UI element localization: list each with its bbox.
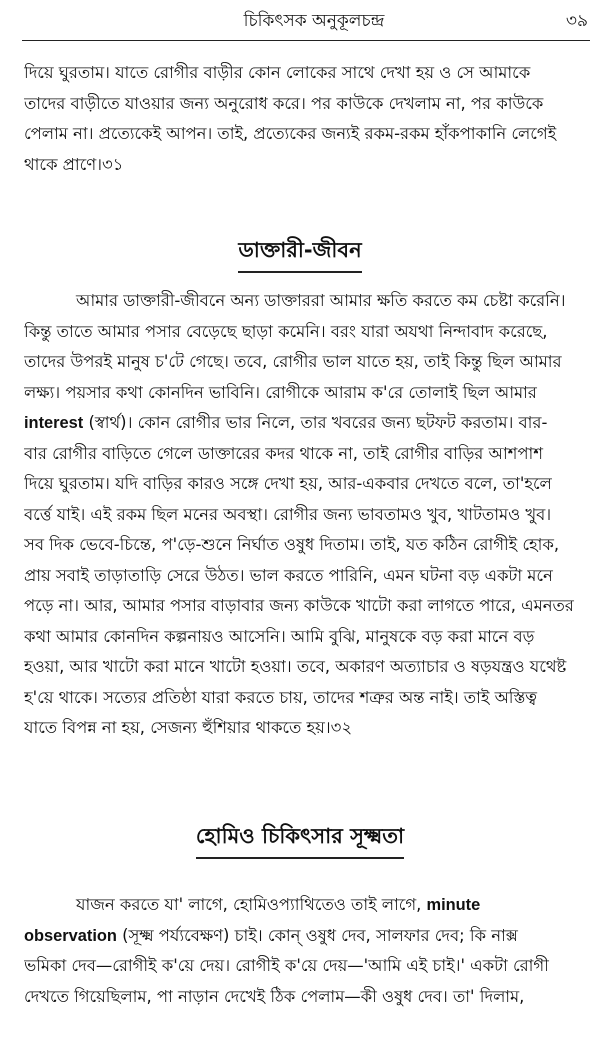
running-title: চিকিৎসক অনুকূলচন্দ্র (243, 11, 385, 31)
text-line: সব দিক ভেবে-চিন্তে, প'ড়ে-শুনে নির্ঘাত ওষুধ দিতাম। তাই, যত কঠিন রোগীই হোক, (24, 535, 560, 554)
text-line: ভমিকা দেব—রোগীই ক'য়ে দেয়। রোগীই ক'য়ে দেয়—'আমি এই চাই।' একটা রোগী (24, 956, 549, 975)
text-line (24, 408, 584, 439)
text-line-part: (সূক্ষ্ম পর্য্যবেক্ষণ) চাই। কোন্ ওষুধ দেব, সালফার দেব; কি নাক্স (122, 925, 518, 945)
text-line: আমার ডাক্তারী-জীবনে অন্য ডাক্তাররা আমার ক্ষতি করতে কম চেষ্টা করেনি। (76, 291, 566, 310)
header-divider (22, 40, 590, 41)
text-line: প্রায় সবাই তাড়াতাড়ি সেরে উঠত। ভাল করতে পারিনি, এমন ঘটনা বড় একটা মনে (24, 565, 553, 585)
text-line: কথা আমার কোনদিন কল্পনায়ও আসেনি। আমি বুঝি, মানুষকে বড় করা মানে বড় (24, 626, 535, 646)
text-line: কিন্তু তাতে আমার পসার বেড়েছে ছাড়া কমেনি। বরং যারা অযথা নিন্দাবাদ করেছে, (24, 321, 548, 341)
text-line: দেখতে গিয়েছিলাম, পা নাড়ান দেখেই ঠিক পেলাম—কী ওষুধ দেব। তা' দিলাম, (24, 986, 525, 1006)
english-word: minute (426, 896, 481, 914)
text-line-rest: (স্বার্থ)। কোন রোগীর ভার নিলে, তার খবরের জন্য ছটফট করতাম। বার- (88, 413, 548, 432)
text-line: তাদের উপরই মানুষ চ'টে গেছে। তবে, রোগীর ভাল যাতে হয়, তাই কিন্তু ছিল আমার (24, 352, 562, 371)
text-line: বার রোগীর বাড়িতে গেলে ডাক্তারের কদর থাকে না, তাই রোগীর বাড়ির আশপাশ (24, 443, 543, 463)
text-line: হ'য়ে থাকে। সত্যের প্রতিষ্ঠা যারা করতে চায়, তাদের শত্রুর অন্ত নাই। তাই অস্তিত্ব (24, 687, 537, 707)
text-line: তাদের বাড়ীতে যাওয়ার জন্য অনুরোধ করে। পর কাউকে দেখলাম না, পর কাউকে (24, 93, 544, 113)
text-line: লক্ষ্য। পয়সার কথা কোনদিন ভাবিনি। রোগীকে আরাম ক'রে তোলাই ছিল আমার (24, 382, 537, 402)
section-heading-text: ডাক্তারী-জীবন (238, 234, 361, 273)
text-line: পড়ে না। আর, আমার পসার বাড়াবার জন্য কাউকে খাটো করা লাগতে পারে, এমনতর (24, 596, 574, 615)
text-line (24, 890, 584, 921)
section-heading (0, 820, 600, 859)
section1-paragraph (24, 286, 584, 744)
section-heading-text: হোমিও চিকিৎসার সূক্ষ্মতা (196, 820, 404, 859)
page-number: ৩৯ (565, 11, 588, 31)
section2-paragraph (24, 890, 584, 1012)
text-line: যাতে বিপন্ন না হয়, সেজন্য হুঁশিয়ার থাকতে হয়।৩২ (24, 718, 352, 737)
text-line: থাকে প্রাণে।৩১ (24, 154, 124, 174)
english-word: observation (24, 926, 117, 945)
text-line: হওয়া, আর খাটো করা মানে খাটো হওয়া। তবে, অকারণ অত্যাচার ও ষড়যন্ত্রও যথেষ্ট (24, 657, 567, 676)
text-line: পেলাম না। প্রত্যেকেই আপন। তাই, প্রত্যেকের জন্যই রকম-রকম হাঁকপাকানি লেগেই (24, 124, 557, 143)
text-line: দিয়ে ঘুরতাম। যদি বাড়ির কারও সঙ্গে দেখা হয়, আর-একবার দেখতে বলে, তা'হলে (24, 474, 552, 493)
intro-paragraph (24, 58, 584, 180)
text-line-part: যাজন করতে যা' লাগে, হোমিওপ্যাথিতেও তাই লাগে, (76, 895, 422, 914)
text-line: দিয়ে ঘুরতাম। যাতে রোগীর বাড়ীর কোন লোকের সাথে দেখা হয় ও সে আমাকে (24, 63, 531, 82)
running-header (40, 8, 588, 34)
text-line: বর্ত্তে যাই। এই রকম ছিল মনের অবস্থা। রোগীর জন্য ভাবতামও খুব, খাটতামও খুব। (24, 504, 552, 524)
section-heading (0, 234, 600, 273)
text-line (24, 921, 584, 952)
interest-word: interest (24, 414, 84, 432)
